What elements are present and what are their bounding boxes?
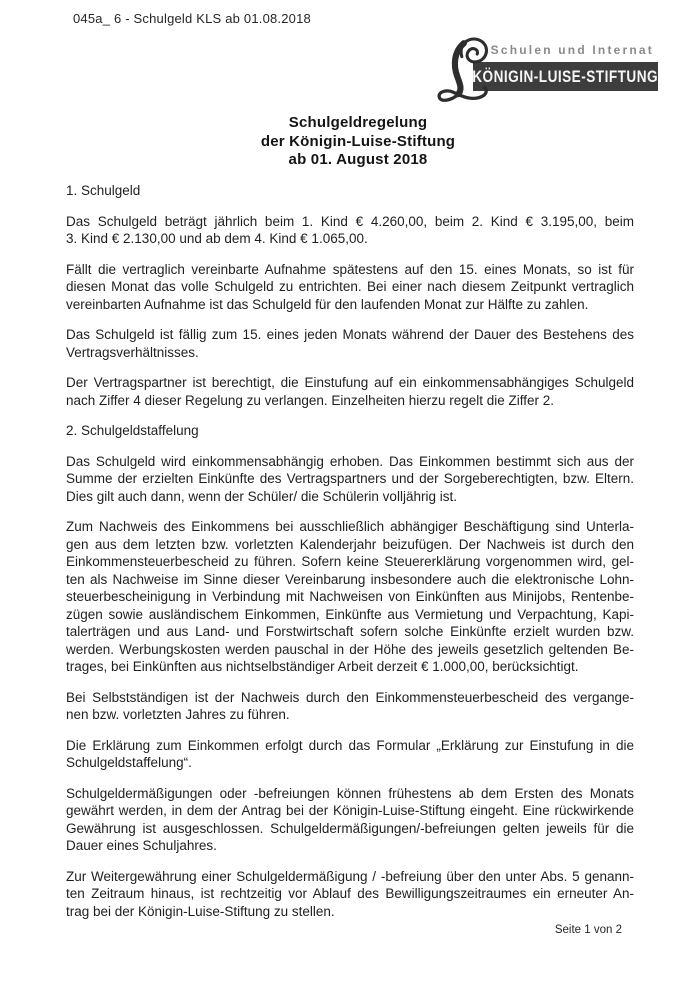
text-line: Dauer eines Schuljahres.	[66, 838, 217, 853]
text-line: Zum Nachweis des Einkommens bei ausschließlich abhängiger Beschäftigung sind Unterla-	[66, 519, 634, 534]
paragraph	[66, 453, 634, 506]
document-title	[0, 114, 700, 170]
text-line: Die Erklärung zum Einkommen erfolgt durch das Formular „Erklärung zur Einstufung in die	[66, 737, 634, 753]
title-line: Schulgeldregelung	[288, 114, 428, 131]
text-line: Zur Weitergewährung einer Schulgeldermäßigung / -befreiung über den unter Abs. 5 genann-	[66, 868, 634, 884]
text-line: Fällt die vertraglich vereinbarte Aufnahme spätestens auf den 15. eines Monats, so ist für	[66, 261, 634, 277]
text-line: nach Ziffer 4 dieser Regelung zu verlangen. Einzelheiten hierzu regelt die Ziffer 2.	[66, 392, 555, 408]
text-line: Gewährung ist ausgeschlossen. Schulgeldermäßigungen/-befreiungen gelten jeweils für die	[66, 820, 634, 836]
text-line: Das Schulgeld wird einkommensabhängig erhoben. Das Einkommen bestimmt sich aus der	[66, 453, 634, 469]
text-line: talerträgen und aus Land- und Forstwirtschaft sofern solche Einkünfte erzielt wurden bzw.	[66, 624, 634, 639]
text-line: zügen sowie ausländischem Einkommen, Einkünfte aus Vermietung und Verpachtung, Kapi-	[66, 606, 634, 622]
text-line: Schulgeldermäßigungen oder -befreiungen können frühestens ab dem Ersten des Monats	[66, 785, 634, 801]
text-line: Bei Selbstständigen ist der Nachweis durch den Einkommensteuerbescheid des vergange-	[66, 689, 634, 705]
paragraph	[66, 261, 634, 314]
text-line: Der Vertragspartner ist berechtigt, die Einstufung auf ein einkommensabhängiges Schulgeld	[66, 375, 634, 390]
text-line: Einkommensteuerbescheid zu führen. Sofern keine Steuererklärung vorgenommen wird, gel-	[66, 554, 634, 569]
text-line: Das Schulgeld ist fällig zum 15. eines jeden Monats während der Dauer des Bestehens des	[66, 327, 634, 342]
text-line: werden. Werbungskosten werden pauschal in der Höhe des jeweils gesetzlich geltenden Be-	[66, 641, 634, 657]
paragraph	[66, 737, 634, 772]
text-line: ten Zeitraum hinaus, ist rechtzeitig vor Ablauf des Bewilligungszeitraumes ein erneuter An-	[66, 886, 634, 901]
text-line: Das Schulgeld beträgt jährlich beim 1. Kind € 4.260,00, beim 2. Kind € 3.195,00, beim	[66, 213, 634, 229]
text-line: 2. Schulgeldstaffelung	[66, 423, 199, 438]
text-line: trages, bei Einkünften aus nichtselbständiger Arbeit derzeit € 1.000,00, berücksichtigt.	[66, 659, 579, 674]
paragraph	[66, 689, 634, 724]
section-heading	[66, 182, 634, 200]
paragraph	[66, 518, 634, 676]
paragraph	[66, 785, 634, 855]
text-line: diesen Monat das volle Schulgeld zu entrichten. Bei einer nach diesem Zeitpunkt vertraglich	[66, 279, 634, 294]
text-line: 1. Schulgeld	[66, 183, 141, 198]
text-line: steuerbescheinigung in Verbindung mit Nachweisen von Einkünften aus Minijobs, Rentenbe-	[66, 589, 634, 604]
paragraph	[66, 326, 634, 361]
title-line: der Königin-Luise-Stiftung	[260, 132, 456, 150]
logo	[473, 43, 658, 91]
text-line: 3. Kind € 2.130,00 und ab dem 4. Kind € 1.065,00.	[66, 231, 368, 246]
text-line: vereinbarten Aufnahme ist das Schulgeld für den laufenden Monat zur Hälfte zu zahlen.	[66, 296, 589, 312]
paragraph	[66, 374, 634, 409]
logo-nameplate-text: KÖNIGIN-LUISE-STIFTUNG	[473, 66, 658, 86]
text-line: trag bei der Königin-Luise-Stiftung zu stellen.	[66, 903, 335, 919]
page-number: Seite 1 von 2	[554, 924, 622, 936]
text-line: gewährt werden, in dem der Antrag bei der Königin-Luise-Stiftung eingeht. Eine rückwirkende	[66, 803, 634, 818]
text-line: Summe der erzielten Einkünfte des Vertragspartners und der Sorgeberechtigten, bzw. Eltern.	[66, 471, 634, 486]
text-line: Schulgeldstaffelung“.	[66, 755, 192, 770]
section-heading	[66, 422, 634, 440]
document-reference: 045a_ 6 - Schulgeld KLS ab 01.08.2018	[73, 11, 311, 26]
text-line: gen aus dem letzten bzw. vorletzten Kalenderjahr beizufügen. Der Nachweis ist durch den	[66, 536, 634, 552]
text-line: ten als Nachweise im Sinne dieser Vereinbarung insbesondere auch die elektronische Lohn-	[66, 571, 634, 587]
document-body	[66, 182, 634, 920]
logo-tagline: Schulen und Internat	[490, 43, 654, 57]
paragraph	[66, 213, 634, 248]
text-line: Vertragsverhältnisses.	[66, 344, 199, 360]
text-line: Dies gilt auch dann, wenn der Schüler/ die Schülerin volljährig ist.	[66, 488, 457, 504]
title-line: ab 01. August 2018	[288, 151, 428, 168]
paragraph	[66, 868, 634, 921]
text-line: nen bzw. vorletzten Jahres zu führen.	[66, 707, 290, 722]
